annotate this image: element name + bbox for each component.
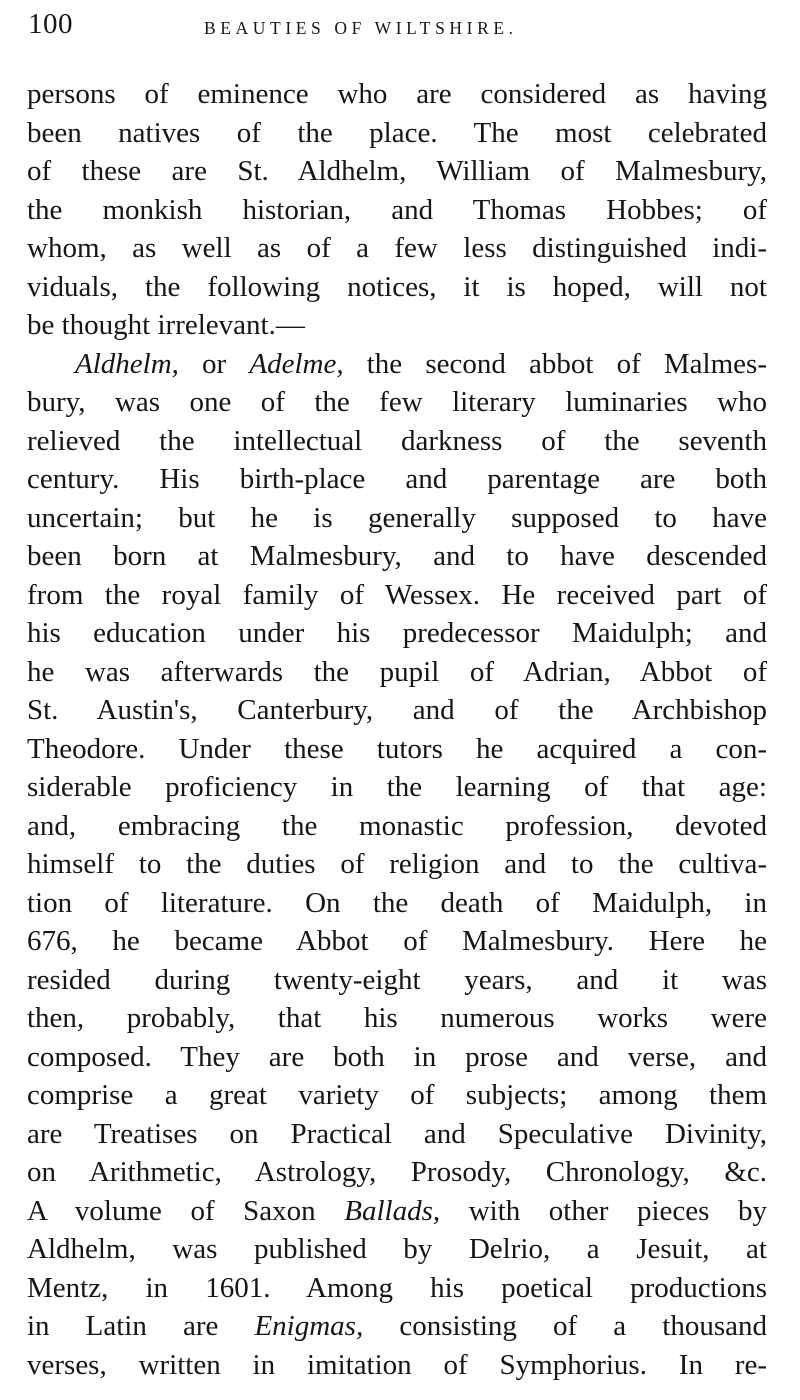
text-line	[27, 306, 767, 345]
text-line	[27, 884, 767, 923]
text-segment: are Treatises on Practical and Speculative Divinity,	[27, 1117, 767, 1150]
text-segment: on Arithmetic, Astrology, Prosody, Chronology, &c.	[27, 1156, 767, 1188]
text-line	[27, 999, 767, 1038]
text-segment: with other pieces by	[440, 1194, 767, 1227]
text-segment: from the royal family of Wessex. He received part of	[27, 578, 767, 611]
text-segment: 676, he became Abbot of Malmesbury. Here he	[27, 925, 767, 957]
text-line	[27, 614, 767, 653]
text-segment: resided during twenty-eight years, and it was	[27, 963, 767, 996]
text-segment: been natives of the place. The most celebrated	[27, 116, 767, 149]
text-segment: of these are St. Aldhelm, William of Malmesbury,	[27, 155, 767, 187]
text-line	[27, 653, 767, 692]
text-segment: comprise a great variety of subjects; among them	[27, 1079, 767, 1111]
text-segment: the monkish historian, and Thomas Hobbes; of	[27, 193, 767, 226]
text-line	[27, 383, 767, 422]
text-segment: consisting of a thousand	[363, 1310, 767, 1342]
text-line	[27, 1307, 767, 1346]
italic-text: Ballads,	[344, 1194, 441, 1227]
text-segment: be thought irrelevant.—	[27, 309, 305, 341]
text-line	[27, 345, 767, 384]
text-segment: A volume of Saxon	[27, 1194, 345, 1227]
text-line	[27, 1115, 767, 1154]
text-segment: tion of literature. On the death of Maidulph, in	[27, 886, 767, 919]
text-line	[27, 75, 767, 114]
text-line	[27, 961, 767, 1000]
page-number: 100	[28, 8, 73, 40]
text-line	[27, 1192, 767, 1231]
text-segment: relieved the intellectual darkness of the seventh	[27, 424, 767, 457]
italic-text: Enigmas,	[254, 1310, 364, 1342]
text-line	[27, 845, 767, 884]
text-segment: siderable proficiency in the learning of that age:	[27, 771, 767, 803]
text-line	[27, 537, 767, 576]
text-line	[27, 268, 767, 307]
text-segment: his education under his predecessor Maidulph; and	[27, 617, 767, 649]
text-segment: St. Austin's, Canterbury, and of the Archbishop	[27, 694, 767, 726]
running-head	[28, 4, 768, 44]
text-segment: verses, written in imitation of Symphorius. In re-	[27, 1348, 767, 1381]
text-line	[27, 691, 767, 730]
text-line	[27, 191, 767, 230]
text-line	[27, 229, 767, 268]
body-text	[27, 75, 767, 1384]
text-segment: or	[178, 347, 250, 380]
text-segment: in Latin are	[27, 1310, 255, 1342]
text-segment: composed. They are both in prose and verse, and	[27, 1040, 767, 1073]
text-line	[27, 114, 767, 153]
text-segment: been born at Malmesbury, and to have descended	[27, 540, 767, 572]
text-line	[27, 1346, 767, 1385]
text-line	[27, 576, 767, 615]
text-line	[27, 1076, 767, 1115]
text-line	[27, 1230, 767, 1269]
text-segment: persons of eminence who are considered as having	[27, 78, 767, 110]
running-title: BEAUTIES OF WILTSHIRE.	[204, 18, 518, 38]
text-segment: uncertain; but he is generally supposed to have	[27, 501, 767, 534]
text-segment: then, probably, that his numerous works were	[27, 1002, 767, 1034]
text-segment: whom, as well as of a few less distinguished indi-	[27, 232, 767, 264]
text-segment: he was afterwards the pupil of Adrian, Abbot of	[27, 655, 767, 688]
text-line	[27, 922, 767, 961]
text-segment: Aldhelm, was published by Delrio, a Jesuit, at	[27, 1233, 767, 1265]
text-line	[27, 768, 767, 807]
text-segment: the second abbot of Malmes-	[343, 347, 767, 380]
text-line	[27, 1038, 767, 1077]
text-line	[27, 1269, 767, 1308]
text-segment: Theodore. Under these tutors he acquired a con-	[27, 732, 767, 765]
text-segment: himself to the duties of religion and to the cultiva-	[27, 848, 767, 880]
text-segment: century. His birth-place and parentage are both	[27, 463, 767, 495]
italic-text: Adelme,	[249, 347, 344, 380]
text-line	[27, 730, 767, 769]
italic-text: Aldhelm,	[75, 347, 179, 380]
text-segment: viduals, the following notices, it is hoped, will not	[27, 270, 767, 303]
text-line	[27, 807, 767, 846]
text-segment: Mentz, in 1601. Among his poetical productions	[27, 1271, 767, 1304]
text-line	[27, 499, 767, 538]
text-segment: and, embracing the monastic profession, devoted	[27, 809, 767, 842]
text-line	[27, 422, 767, 461]
text-segment: bury, was one of the few literary luminaries who	[27, 386, 767, 418]
text-line	[27, 1153, 767, 1192]
text-line	[27, 460, 767, 499]
text-line	[27, 152, 767, 191]
